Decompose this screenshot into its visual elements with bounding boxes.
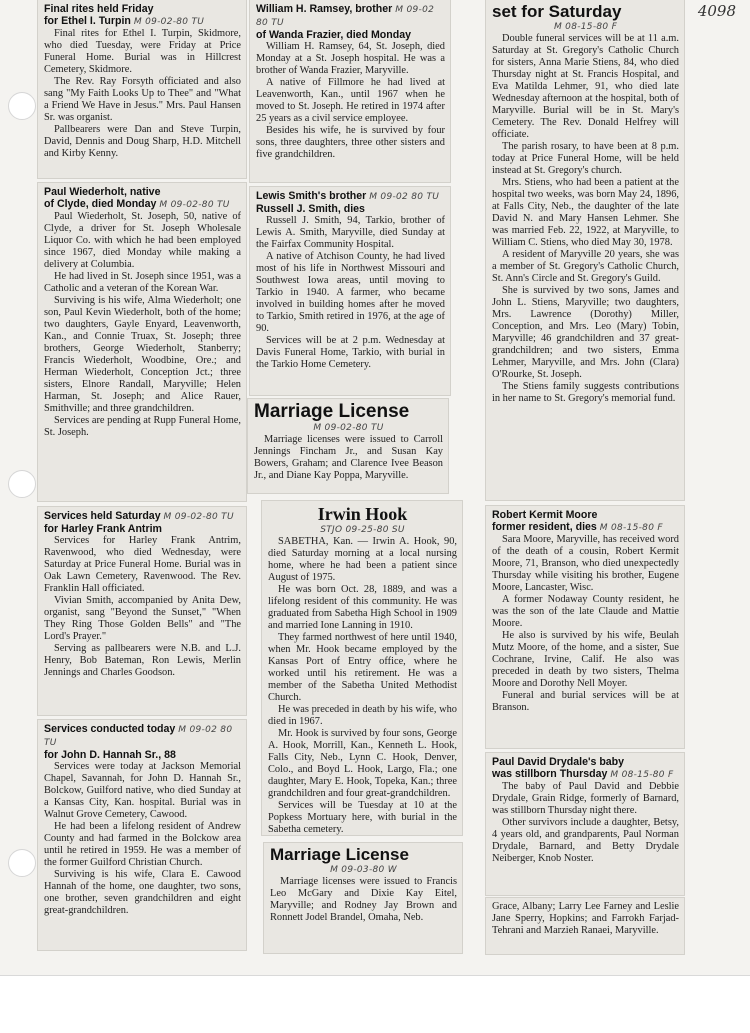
headline: set for Saturday [492, 2, 622, 21]
headline: Services conducted today M 09-02 80 TU for John D. Hannah Sr., 88 [44, 723, 233, 761]
punch-hole [8, 470, 36, 498]
headline: Marriage License [270, 845, 409, 864]
headline: Paul David Drydale's baby was stillborn Thursday M 08-15-80 F [492, 756, 674, 780]
clipping-smith: Lewis Smith's brother M 09-02 80 TU Russell J. Smith, dies Russell J. Smith, 94, Tarkio, brother of Lewis A. Smith, Maryville, died Sunday at the Fairfax Community Hospital. A native of Atchison County, he had lived most of his life in Northwest Missouri and Southwest Iowa areas, until moving to Tarkio in 1940. A farmer, who became involved in building homes after he moved to Tarkio, Smith retired in 1976, at the age of 90. Services will be at 2 p.m. Wednesday at Davis Funeral Home, Tarkio, with burial in the Tarkio Home Cemetery. [250, 187, 450, 395]
headline: Lewis Smith's brother M 09-02 80 TU Russell J. Smith, dies [256, 190, 440, 215]
clipping-ramsey: William H. Ramsey, brother M 09-02 80 TU of Wanda Frazier, died Monday William H. Ramsey, 64, St. Joseph, died Monday at a St. Joseph hospital. He was a brother of Wanda Frazier, Maryville. A native of Fillmore he had lived at Leavenworth, Kan., until 1967 when he moved to St. Joseph. He retired in 1974 after 25 years as a civil service employee. Besides his wife, he is survived by four sons, three daughters, three other sisters and five grandchildren. [250, 0, 450, 182]
clipping-moore: Robert Kermit Moore former resident, dies M 08-15-80 F Sara Moore, Maryville, has received word of the death of a cousin, Robert Kermit Moore, 71, Branson, who died unexpectedly Thursday while visiting his brother, Eugene Moore, Lancaster, Wisc. A former Nodaway County resident, he was the son of the late Claude and Mattie Moore. He also is survived by his wife, Beulah Mutz Moore, of the home, and a sister, Sue Cochrane, Irvine, Calif. He also was preceded in death by two sisters, Thelma Moore and Dorothy Nell Moyer. Funeral and burial services will be at Branson. [486, 506, 684, 748]
handwritten-note: M 09-02-80 TU [313, 423, 384, 433]
clipping-hannah: Services conducted today M 09-02 80 TU for John D. Hannah Sr., 88 Services were today at Jackson Memorial Chapel, Savannah, for John D. Hannah Sr., Bolckow, Guilford native, who died Sunday at a Kansas City, Kan. hospital. Burial was in Walnut Grove Cemetery, Cawood. He had been a lifelong resident of Andrew County and had farmed in the Bolckow area until he retired in 1959. He was a member of the former Guilford Christian Church. Surviving is his wife, Clara E. Cawood Hannah of the home, one daughter, two sons, one brother, seven grandchildren and eight great-grandchildren. [38, 720, 246, 950]
headline: Marriage License [254, 401, 410, 422]
clipping-drydale: Paul David Drydale's baby was stillborn Thursday M 08-15-80 F The baby of Paul David and Debbie Drydale, Grain Ridge, formerly of Barnard, was stillborn Thursday night there. Other survivors include a daughter, Betsy, 4 years old, and grandparents, Paul Norman Drydale, Barnard, and Betty Drydale Neiberger, Knob Noster. [486, 753, 684, 895]
headline: Irwin Hook [317, 504, 408, 524]
handwritten-note: M 08-15-80 F [553, 22, 618, 32]
handwritten-note: STJO 09-25-80 SU [320, 525, 405, 535]
headline: William H. Ramsey, brother M 09-02 80 TU of Wanda Frazier, died Monday [256, 3, 435, 41]
clipping-irwin-hook: Irwin Hook STJO 09-25-80 SU SABETHA, Kan. — Irwin A. Hook, 90, died Saturday morning at a local nursing home, where he had been a patient since August of 1975. He was born Oct. 28, 1889, and was a lifelong resident of this community. He was graduated from Sabetha High School in 1909 and married Ione Lanning in 1910. They farmed northwest of here until 1940, when Mr. Hook became employed by the Kansas Port of Entry office, where he worked until his retirement. He was a member of the Sabetha United Methodist Church. He was preceded in death by his wife, who died in 1967. Mr. Hook is survived by four sons, George A. Hook, Morrill, Kan., Kenneth L. Hook, Falls City, Neb., Lynn C. Hook, Denver, Colo., and Boyd L. Hook, Largo, Fla.; one daughter, Mary E. Hook, Topeka, Kan.; three grandchildren and four great-grandchildren. Services will be Tuesday at 10 at the Popkess Mortuary here, with burial in the Sabetha cemetery. [262, 501, 462, 835]
clipping-marriage-license-1: Marriage License M 09-02-80 TU Marriage licenses were issued to Carroll Jennings Fincham Jr., and Susan Kay Bowers, Graham; and Clarence Ivee Beason Jr., and Diane Kay Poppa, Maryville. [248, 399, 448, 493]
clipping-wiederholt: Paul Wiederholt, native of Clyde, died Monday M 09-02-80 TU Paul Wiederholt, St. Joseph, 50, native of Clyde, a driver for St. Joseph Wholesale Liquor Co. with which he had been employed since 1967, died Monday while making a delivery at Columbia. He had lived in St. Joseph since 1951, was a Catholic and a veteran of the Korean War. Surviving is his wife, Alma Wiederholt; one son, Paul Kevin Wiederholt, both of the home; two daughters, Gayle Enyard, Leavenworth, Kan., and Connie Truax, St. Joseph; three brothers, George Wiederholt, Stanberry; Francis Wiederholt, Woodbine, Ore.; and Herman Wiederholt, Conception Jct.; three sisters, Elnore Randall, Maryville; Helen Harman, St. Joseph; and Alice Rauer, Smithville; and three grandchildren. Services are pending at Rupp Funeral Home, St. Joseph. [38, 183, 246, 501]
page-number: 4098 [697, 2, 736, 20]
headline: Robert Kermit Moore former resident, dies M 08-15-80 F [492, 509, 663, 533]
handwritten-note: M 09-03-80 W [330, 865, 397, 875]
clipping-stiens: set for Saturday M 08-15-80 F Double funeral services will be at 11 a.m. Saturday at St. Gregory's Catholic Church for sisters, Anna Marie Stiens, 84, who died Thursday night at St. Francis Hospital, and Eva Matilda Lehmer, 91, who died late Wednesday afternoon at the hospital, both of Maryville. Burial will be in St. Mary's Cemetery. The Rev. Donald Helfrey will officiate. The parish rosary, to have been at 8 p.m. today at Price Funeral Home, will be held instead at St. Gregory's church. Mrs. Stiens, who had been a patient at the hospital two weeks, was born May 24, 1896, at Falls City, Neb., the daughter of the late David N. and Mary Hansen Lehmer. She was married Feb. 22, 1922, at Maryville, to William C. Stiens, who died May 30, 1978. A resident of Maryville 20 years, she was a member of St. Gregory's Catholic Church, St. Ann's Circle and St. Gregory's Guild. She is survived by two sons, James and John L. Stiens, Maryville; two daughters, Mrs. Lawrence (Dorothy) Miller, Conception, and Mrs. Leo (Mary) Tobin, Maryville; 46 grandchildren and 37 great-grandchildren; and two sisters, Emma Lehmer, Maryville, and Mrs. John (Clara) O'Rourke, St. Joseph. The Stiens family suggests contributions in her name to St. Gregory's memorial fund. [486, 0, 684, 500]
headline: Paul Wiederholt, native of Clyde, died Monday M 09-02-80 TU [44, 186, 230, 210]
headline: Final rites held Friday for Ethel I. Turpin M 09-02-80 TU [44, 3, 205, 27]
punch-hole [8, 92, 36, 120]
clipping-grace: Grace, Albany; Larry Lee Farney and Leslie Jane Sperry, Hopkins; and Farrokh Farjad-Tehrani and Marzieh Ranaei, Maryville. [486, 898, 684, 954]
headline: Services held Saturday M 09-02-80 TU for Harley Frank Antrim [44, 510, 234, 535]
clipping-antrim: Services held Saturday M 09-02-80 TU for Harley Frank Antrim Services for Harley Frank Antrim, Ravenwood, who died Wednesday, were Saturday at Price Funeral Home. Burial was in Oak Lawn Cemetery, Ravenwood. The Rev. Franklin Hall officiated. Vivian Smith, accompanied by Anita Dew, organist, sang "Beyond the Sunset," "When They Ring Those Golden Bells" and "The Lord's Prayer." Serving as pallbearers were N.B. and L.J. Henry, Bob Bateman, Ron Lewis, Merlin Jennings and Charles Goodson. [38, 507, 246, 715]
punch-hole [8, 849, 36, 877]
clipping-turpin: Final rites held Friday for Ethel I. Turpin M 09-02-80 TU Final rites for Ethel I. Turpin, Skidmore, who died Tuesday, were Friday at Price Funeral Home. Burial was in Hillcrest Cemetery, Skidmore. The Rev. Ray Forsyth officiated and also sang "My Faith Looks Up to Thee" and "What a Friend We Have in Jesus." Mrs. Paul Hansen Sr. was organist. Pallbearers were Dan and Steve Turpin, David, Dennis and Doug Sharp, H.D. Mitchell and Kirby Kenny. [38, 0, 246, 178]
clipping-marriage-license-2: Marriage License M 09-03-80 W Marriage licenses were issued to Francis Leo McGary and Dixie Kay Eitel, Maryville; and Rodney Jay Brown and Ronnett Jodel Brandel, Omaha, Neb. [264, 843, 462, 953]
